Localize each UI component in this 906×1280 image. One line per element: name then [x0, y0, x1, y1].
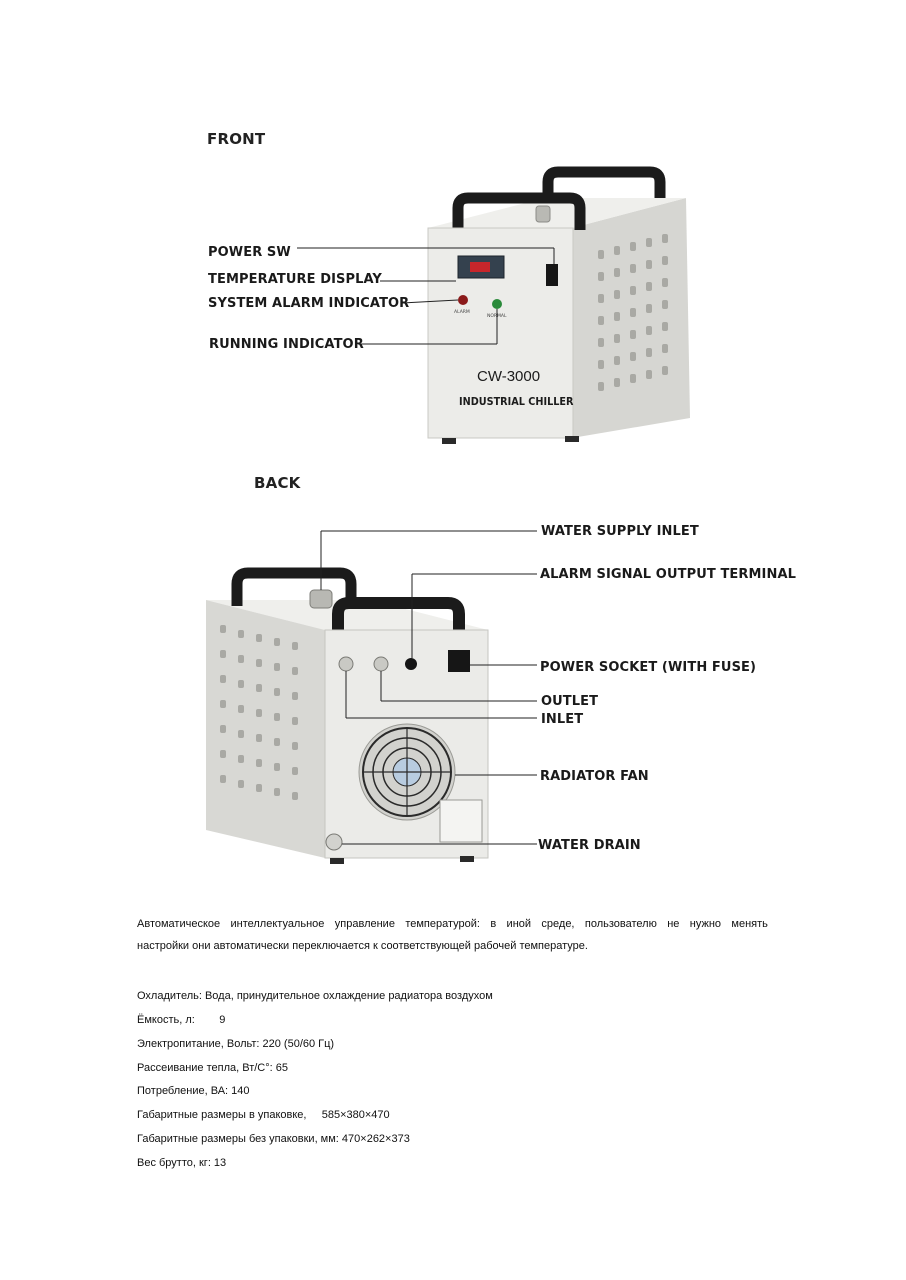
- spec-heat-dissipation: Рассеивание тепла, Вт/С°: 65: [137, 1062, 288, 1074]
- front-title: FRONT: [207, 130, 266, 148]
- description-word: среде,: [541, 918, 575, 930]
- label-water-drain: WATER DRAIN: [538, 838, 641, 853]
- description-word: интеллектуальное: [230, 918, 325, 930]
- description-line-1: [137, 918, 768, 930]
- description-line-2: настройки они автоматически переключается к соответствующей рабочей температуре.: [137, 940, 588, 952]
- description-word: нужно: [689, 918, 722, 930]
- description-paragraph: [137, 918, 768, 952]
- label-radiator-fan: RADIATOR FAN: [540, 769, 649, 784]
- device-model: CW-3000: [477, 368, 541, 385]
- description-word: температурой:: [405, 918, 480, 930]
- label-alarm-signal-output-terminal: ALARM SIGNAL OUTPUT TERMINAL: [540, 567, 797, 582]
- back-title: BACK: [254, 474, 301, 492]
- description-word: в: [490, 918, 497, 930]
- label-temperature-display: TEMPERATURE DISPLAY: [208, 272, 382, 287]
- label-inlet: INLET: [541, 712, 584, 727]
- label-power-sw: POWER SW: [208, 245, 291, 260]
- description-word: управление: [334, 918, 395, 930]
- label-system-alarm-indicator: SYSTEM ALARM INDICATOR: [208, 296, 410, 311]
- spec-power-supply: Электропитание, Вольт: 220 (50/60 Гц): [137, 1038, 335, 1050]
- label-power-socket: POWER SOCKET (WITH FUSE): [540, 660, 757, 675]
- description-word: не: [667, 918, 680, 930]
- description-word: Автоматическое: [137, 918, 221, 930]
- spec-gross-weight: Вес брутто, кг: 13: [137, 1157, 227, 1169]
- description-word: пользователю: [584, 918, 657, 930]
- device-alarm-label: ALARM: [454, 310, 470, 315]
- device-normal-label: NORMAL: [487, 314, 507, 319]
- spec-packed-dimensions: Габаритные размеры в упаковке, 585×380×470: [137, 1109, 390, 1121]
- description-word: иной: [506, 918, 532, 930]
- spec-coolant: Охладитель: Вода, принудительное охлаждение радиатора воздухом: [137, 990, 493, 1002]
- spec-unpacked-dimensions: Габаритные размеры без упаковки, мм: 470×262×373: [137, 1133, 410, 1145]
- label-running-indicator: RUNNING INDICATOR: [209, 337, 364, 352]
- label-outlet: OUTLET: [541, 694, 599, 709]
- spec-consumption: Потребление, ВА: 140: [137, 1085, 250, 1097]
- label-water-supply-inlet: WATER SUPPLY INLET: [541, 524, 699, 539]
- description-word: менять: [731, 918, 768, 930]
- device-name: INDUSTRIAL CHILLER: [459, 395, 574, 408]
- spec-capacity: Ёмкость, л: 9: [137, 1014, 226, 1026]
